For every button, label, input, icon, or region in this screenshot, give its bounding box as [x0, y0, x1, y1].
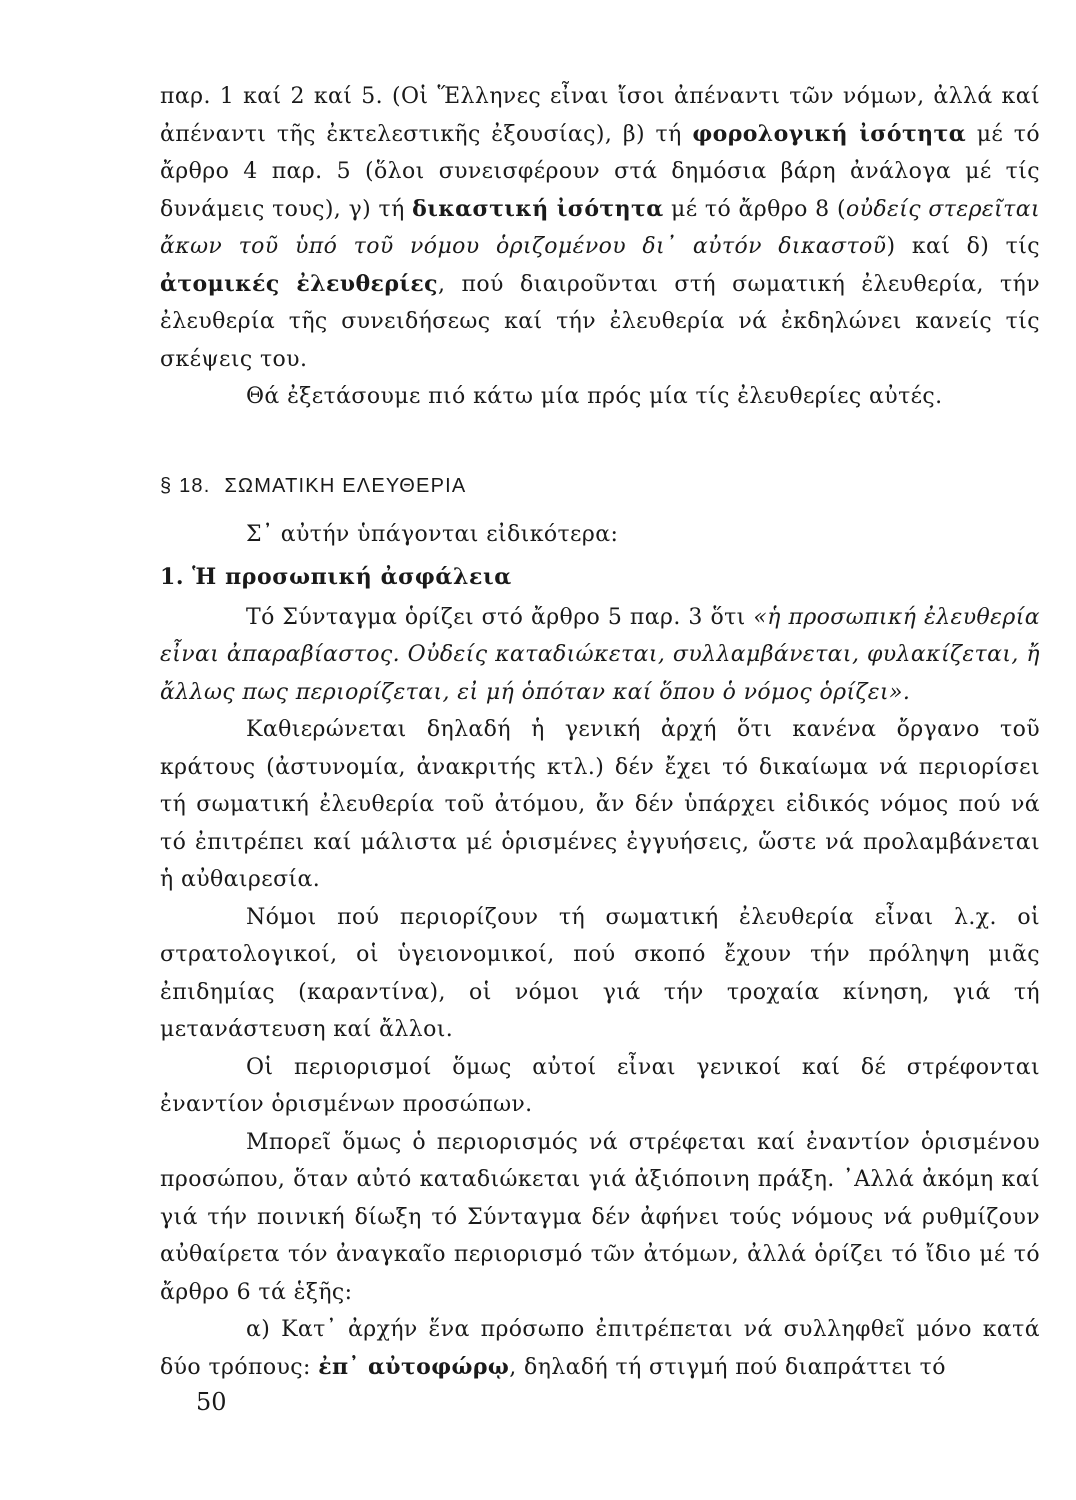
text-run: παρ. 1 καί 2 καί 5. (Οἱ Ἕλληνες εἶναι ἴσοι ἀπέναντι τῶν νόμων, ἀλλά καί ἀπέναντι τῆς ἐκτελεστικῆς ἐξουσίας), β) τή [160, 84, 1040, 147]
section-block [160, 468, 1040, 1386]
text-run: ) καί δ) τίς [886, 234, 1040, 259]
body-paragraph-2: Καθιερώνεται δηλαδή ἡ γενική ἀρχή ὅτι κανένα ὄργανο τοῦ κράτους (ἀστυνομία, ἀνακριτής κτλ.) δέν ἔχει τό δικαίωμα νά περιορίσει τή σωματική ἐλευθερία τοῦ ἀτόμου, ἄν δέν ὑπάρχει εἰδικός νόμος πού νά τό ἐπιτρέπει καί μάλιστα μέ ὁρισμένες ἐγγυήσεις, ὥστε νά προλαμβάνεται ἡ αὐθαιρεσία. [160, 717, 1040, 892]
body-paragraph-3: Νόμοι πού περιορίζουν τή σωματική ἐλευθερία εἶναι λ.χ. οἱ στρατολογικοί, οἱ ὑγειονομικοί, πού σκοπό ἔχουν τήν πρόληψη μιᾶς ἐπιδημίας (καραντίνα), οἱ νόμοι γιά τήν τροχαία κίνηση, γιά τή μετανάστευση καί ἄλλοι. [160, 904, 1040, 1042]
subsection-heading [160, 559, 1040, 597]
text-run: μέ τό ἄρθρο 4 παρ. 5 (ὅλοι συνεισφέρουν στά δημόσια βάρη ἀνάλογα μέ τίς δυνάμεις τους), γ) τή [160, 121, 1041, 222]
section-intro: Σ᾽ αὐτήν ὑπάγονται εἰδικότερα: [246, 521, 619, 547]
body-paragraph-1 [160, 599, 1040, 712]
closing-paragraph: Θά ἐξετάσουμε πιό κάτω μία πρός μία τίς ἐλευθερίες αὐτές. [246, 384, 943, 409]
bold-term-tax-equality: φορολογική ἰσότητα [692, 120, 967, 147]
subsection-title: Ἡ προσωπική ἀσφάλεια [192, 564, 512, 590]
body-paragraph-5: Μπορεῖ ὅμως ὁ περιορισμός νά στρέφεται καί ἐναντίον ὁρισμένου προσώπου, ὅταν αὐτό καταδιώκεται γιά ἀξιόποινη πράξη. ᾽Αλλά ἀκόμη καί γιά τήν ποινική δίωξη τό Σύνταγμα δέν ἀφήνει τούς νόμους νά ρυθμίζουν αὐθαίρετα τόν ἀναγκαῖο περιορισμό τῶν ἀτόμων, ἀλλά ὁρίζει τό ἴδιο μέ τό ἄρθρο 6 τά ἑξῆς: [160, 1129, 1040, 1305]
body-paragraph-4: Οἱ περιορισμοί ὅμως αὐτοί εἶναι γενικοί καί δέ στρέφονται ἐναντίον ὁρισμένων προσώπων. [160, 1054, 1040, 1117]
body-paragraph-6 [160, 1311, 1040, 1386]
italic-constitution-quote: «ἡ προσωπική ἐλευθερία εἶναι ἀπαραβίαστος. Οὐδείς καταδιώκεται, συλλαμβάνεται, φυλακίζεται, ἤ ἄλλως πως περιορίζεται, εἰ μή ὁπόταν καί ὅπου ὁ νόμος ὁρίζει». [160, 604, 1040, 705]
text-run: Τό Σύνταγμα ὁρίζει στό ἄρθρο 5 παρ. 3 ὅτι [246, 604, 754, 630]
text-run: , δηλαδή τή στιγμή πού διαπράττει τό [509, 1354, 946, 1380]
text-run: α) Κατ᾽ ἀρχήν ἕνα πρόσωπο ἐπιτρέπεται νά συλληφθεῖ μόνο κατά δύο τρόπους: [160, 1317, 1040, 1380]
section-number: § 18. [160, 475, 211, 497]
italic-quote: οὐδείς στερεῖται ἄκων τοῦ ὑπό τοῦ νόμου ὁριζομένου δι᾽ αὐτόν δικαστοῦ [160, 196, 1040, 259]
top-text-block [160, 78, 1040, 416]
section-heading [160, 468, 1040, 506]
continuation-paragraph [160, 78, 1040, 378]
page-number: 50 [196, 1388, 227, 1416]
bold-term-judicial-equality: δικαστική ἰσότητα [412, 195, 664, 222]
bold-term-individual-freedoms: ἀτομικές ἐλευθερίες [160, 270, 438, 297]
text-run: μέ τό ἄρθρο 8 ( [663, 196, 846, 222]
text-run: , πού διαιροῦνται στή σωματική ἐλευθερία, τήν ἐλευθερία τῆς συνειδήσεως καί τήν ἐλευθερία νά ἐκδηλώνει κανείς τίς σκέψεις του. [160, 271, 1040, 372]
subsection-number: 1. [160, 564, 185, 590]
section-title: ΣΩΜΑΤΙΚΗ ΕΛΕΥΘΕΡΙΑ [224, 475, 467, 497]
bold-term-in-flagrante: ἐπ᾽ αὐτοφώρῳ [318, 1353, 510, 1380]
